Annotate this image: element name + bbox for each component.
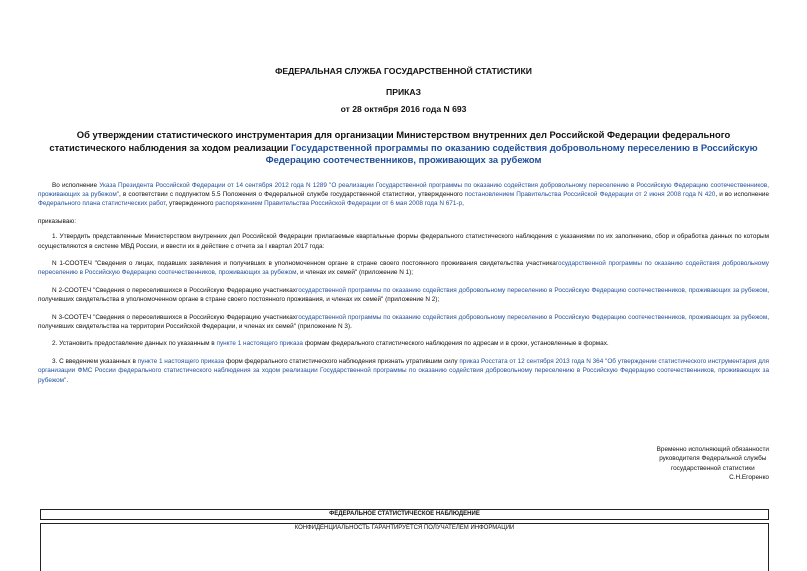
intro-text-5: , xyxy=(462,200,464,208)
paragraph-3 xyxy=(38,357,769,385)
form-2-text-end: , получивших свидетельства в уполномоченном органе в стране своего постоянного проживания, и членах их семей" (приложение N 2); xyxy=(38,286,769,304)
form-3-text: N 3-СООТЕЧ "Сведения о переселившихся в Российскую Федерацию участниках xyxy=(52,313,296,321)
p3-point-link[interactable]: пункте 1 настоящего приказа xyxy=(137,357,225,365)
intro-paragraph xyxy=(38,181,769,209)
signature-line-1: Временно исполняющий обязанности xyxy=(656,446,769,453)
document-title xyxy=(42,129,765,167)
form-1-item xyxy=(38,259,769,278)
intro-text-4: , утвержденного xyxy=(165,200,216,208)
title-text: Об утверждении статистического инструментария для организации Министерством внутренних дел Российской Федерации федерального статистического наблюдения за ходом реализации xyxy=(49,129,731,153)
form-3-program-link[interactable]: государственной программы по оказанию содействия добровольному переселению в Российскую Федерацию соотечественников, проживающих за рубежом xyxy=(296,313,768,321)
intro-text-2: , в соответствии с подпунктом 5.5 Положения о Федеральной службе государственной статистики, утвержденного xyxy=(119,190,465,198)
form-1-program-link[interactable]: государственной программы по оказанию содействия добровольному переселению в Российскую Федерацию соотечественников, проживающих за рубежом xyxy=(38,259,769,277)
p2-point-link[interactable]: пункте 1 настоящего приказа xyxy=(216,340,303,348)
title-link[interactable]: Государственной программы по оказанию содействия добровольному переселению в Российскую Федерацию соотечественников, проживающих за рубежом xyxy=(265,141,758,165)
federal-plan-link[interactable]: Федерального плана статистических работ xyxy=(38,200,166,208)
p2-text-2: формам федерального статистического наблюдения по адресам и в сроки, установленные в формах. xyxy=(302,340,609,348)
paragraph-1: 1. Утвердить представленные Министерством внутренних дел Российской Федерации прилагаемые квартальные формы федерального статистического наблюдения с указаниями по их заполнению, сбор и обработка данных по которым осуществляются в системе МВД России, и ввести их в действие с отчета за I квартал 2017 года: xyxy=(38,233,769,250)
resolution-link[interactable]: постановлением Правительства Российской Федерации от 2 июня 2008 года N 420 xyxy=(464,190,716,198)
form-3-text-end: , получивших свидетельства на территории Российской Федерации, и членах их семей" (приложение N 3). xyxy=(38,313,769,330)
form-3-item xyxy=(38,313,769,332)
order-link[interactable]: распоряжением Правительства Российской Федерации от 6 мая 2008 года N 671-р xyxy=(215,200,463,208)
form-1-text: N 1-СООТЕЧ "Сведения о лицах, подавших заявления и получивших в уполномоченном органе в стране своего постоянного проживания свидетельства участника xyxy=(52,259,556,267)
p3-text-2: форм федерального статистического наблюдения признать утратившим силу xyxy=(224,357,460,365)
signature-line-3: государственной статистики xyxy=(670,464,755,472)
agency-name: ФЕДЕРАЛЬНАЯ СЛУЖБА ГОСУДАРСТВЕННОЙ СТАТИСТИКИ xyxy=(275,66,532,76)
confidentiality-box: КОНФИДЕНЦИАЛЬНОСТЬ ГАРАНТИРУЕТСЯ ПОЛУЧАТЕЛЕМ ИНФОРМАЦИИ xyxy=(40,523,769,571)
signature-block xyxy=(657,445,769,483)
rosstat-order-link[interactable]: приказ Росстата от 12 сентября 2013 года N 364 "Об утверждении статистического инструментария для организации ФМС России федерального статистического наблюдения за ходом реализации Государственной программы по оказанию содействия добровольному переселению в Российскую Федерацию соотечественников, проживающих за рубежом" xyxy=(38,357,770,384)
statistical-observation-box: ФЕДЕРАЛЬНОЕ СТАТИСТИЧЕСКОЕ НАБЛЮДЕНИЕ xyxy=(40,509,769,520)
signatory-name: С.Н.Егоренко xyxy=(729,474,769,482)
form-1-text-end: , и членах их семей" (приложение N 1); xyxy=(296,269,414,277)
p3-text-3: . xyxy=(66,376,69,384)
p3-text-1: 3. С введением указанных в xyxy=(52,357,138,365)
intro-text-1: Во исполнение xyxy=(52,181,100,189)
paragraph-2 xyxy=(38,339,769,348)
document-type: ПРИКАЗ xyxy=(386,87,421,97)
form-2-text: N 2-СООТЕЧ "Сведения о переселившихся в Российскую Федерацию участниках xyxy=(52,286,296,294)
signature-line-2: руководителя Федеральной службы xyxy=(659,455,767,463)
document-date: от 28 октября 2016 года N 693 xyxy=(340,104,467,114)
document-body xyxy=(38,181,769,386)
order-word: приказываю: xyxy=(38,217,76,225)
form-2-program-link[interactable]: государственной программы по оказанию содействия добровольному переселению в Российскую Федерацию соотечественников, проживающих за рубежом xyxy=(296,286,768,294)
form-2-item xyxy=(38,286,769,305)
intro-text-3: , и во исполнение xyxy=(715,190,769,198)
decree-link[interactable]: Указа Президента Российской Федерации от 14 сентября 2012 года N 1289 "О реализации Государственной программы по оказанию содействия добровольному переселению в Российскую Федерацию соотечественников, проживающих за рубежом" xyxy=(38,181,769,198)
p2-text-1: 2. Установить предоставление данных по указанным в xyxy=(52,340,217,348)
